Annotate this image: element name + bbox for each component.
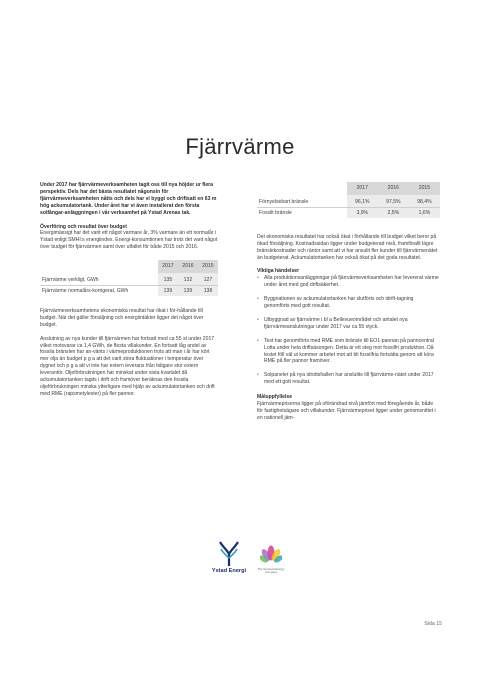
row-label: Fossilt bränsle bbox=[259, 209, 292, 216]
table-corner bbox=[257, 182, 347, 195]
cell-value: 3,9% bbox=[347, 208, 378, 218]
left-column bbox=[40, 182, 218, 405]
bullet-icon: • bbox=[257, 296, 259, 303]
bullet-icon: • bbox=[257, 275, 259, 282]
cell-value: 96,1% bbox=[347, 198, 378, 208]
energy-table bbox=[40, 260, 218, 296]
goals-paragraph: Fjärrvärmepriserna ligger på oförändrad nivå jämfört med föregående år, både för fastighetsägare och villakunder. Fjärrvärmepriset ligger under genomsnittet i en nationell jäm- bbox=[257, 401, 436, 421]
page-number: Sida 15 bbox=[424, 621, 442, 627]
table-corner bbox=[40, 260, 158, 273]
table-row bbox=[40, 276, 218, 286]
cell-value: 97,5% bbox=[378, 198, 409, 208]
intro-paragraph: Under 2017 har fjärrvärmeverksamheten tagit oss till nya höjder ur flera perspektiv. Dels har det bästa resultatet någonsin för fjärrvärmeverksamheten nåtts och dels har vi byggt och driftsatt en 63 m hög ackumulatortank. Under året har vi även installerat den första solfångar-anläggningen i vår verksamhet på Ystad Arenas tak. bbox=[40, 182, 217, 216]
list-item-text: Test har genomförts med RME som bränsle till EO1-pannan på panncentral Lotta under hela driftsäsongen. Detta är ett steg mot fossilfri produktion. Då testet föll väl ut kommer arbetet mot att bli fossilfria fortsätta genom att köra RME på fler pannor framöver. bbox=[264, 337, 434, 365]
bullet-icon: • bbox=[257, 337, 259, 344]
ystad-brand-text: Ystad Energi bbox=[211, 568, 247, 574]
lotus-tagline: The Greenest Energy Company bbox=[257, 567, 285, 574]
list-item bbox=[257, 296, 440, 310]
energy-paragraph: Energimässigt har det varit ett något varmare år, 3% varmare än ett normalår i Ystad enligt SMHI:s energiindex. Energi-konsumtionen har trots det varit något över budget för fjärrvärmen samt över utfallet för både 2015 och 2016. bbox=[40, 230, 218, 251]
cell-value: 132 bbox=[178, 276, 198, 286]
cell-value: 135 bbox=[158, 276, 178, 286]
cell-value: 139 bbox=[178, 286, 198, 296]
page-title: Fjärrvärme bbox=[185, 134, 295, 159]
fuel-table bbox=[257, 182, 440, 218]
table-row bbox=[257, 198, 440, 208]
list-item bbox=[257, 338, 440, 366]
events-list bbox=[257, 275, 440, 386]
cell-value: 98,4% bbox=[409, 198, 440, 208]
cell-value: 138 bbox=[198, 286, 218, 296]
cell-value: 127 bbox=[198, 276, 218, 286]
row-label: Fjärrvärme verkligt, GWh bbox=[40, 276, 158, 286]
section-heading-goals: Måluppfyllelse bbox=[257, 394, 293, 401]
bullet-icon: • bbox=[257, 316, 259, 323]
lotus-flower-logo bbox=[254, 541, 288, 577]
list-item-text: Utbyggnad av fjärrvärme i bl a Bellevueområdet och antalet nya fjärrvärmeanslutningar under 2017 var ca 55 styck. bbox=[264, 316, 408, 330]
right-column bbox=[257, 182, 440, 429]
lotus-flower-icon bbox=[260, 543, 282, 565]
footer-logos bbox=[210, 541, 290, 577]
table-header-year: 2016 bbox=[378, 182, 409, 195]
table-header-year: 2017 bbox=[347, 182, 378, 195]
list-item bbox=[257, 372, 440, 386]
list-item-text: Byggnationen av ackumulatortanken har slutförts och idrift-tagning genomförts med gott resultat. bbox=[264, 296, 414, 310]
table-header-year: 2016 bbox=[178, 260, 198, 273]
table-header-year: 2015 bbox=[409, 182, 440, 195]
list-item-text: Alla produktionsanläggningar på fjärrvärmeverksamheten har levererat värme under året med god driftsäkerhet. bbox=[264, 275, 439, 289]
row-label: Förnyelsebart bränsle bbox=[257, 198, 347, 208]
row-label: Fjärrvärme normalårs-korrigerat, GWh bbox=[42, 287, 129, 294]
table-header-year: 2017 bbox=[158, 260, 178, 273]
ystad-energi-icon bbox=[219, 541, 239, 567]
result-paragraph: Det ekonomiska resultatet har också ökat i förhållande till budget vilket beror på ökad försäljning. Kostnadssidan ligger under budgeterad nivå, framförallt lägre bränslekostnader och räntor samt att vi har ansulit fler kunder till fjärrvärmenätet än budgeterat. Ackumulatortanken har också ökat på det goda resultatet. bbox=[257, 233, 438, 261]
cell-value: 2,5% bbox=[378, 208, 409, 218]
table-header-year: 2015 bbox=[198, 260, 218, 273]
ystad-energi-logo bbox=[210, 541, 248, 577]
section-heading-events: Viktiga händelser bbox=[257, 268, 300, 275]
list-item bbox=[257, 317, 440, 331]
cell-value: 139 bbox=[158, 286, 178, 296]
table-row bbox=[40, 286, 218, 296]
cell-value: 1,6% bbox=[409, 208, 440, 218]
section-heading-budget: Överföring och resultat över budget bbox=[40, 223, 127, 230]
connections-paragraph: Anslutning av nya kunder till fjärrvärmen har fortsatt med ca 55 st under 2017 vilket motsvarar ca 1,4 GWh, de flesta villakunder. En fortsatt låg andel av fossila bränslen har an-vänts i värmeproduktionen trots att man i år har kört mer olja än budget p g a att det varit stora fluktuationer i temperatur över dygnet och p g a att vi inte har extern leverans från tidigare stor extern leverantör. Oljeförbrukningen har minskat under sista kvartalet då ackumulatortanken tagits i drift och framöver beräknas den fossila oljeförbrukningen minska ytterligare med hjälp av ackumulatortanken och drift med RME (rapsmetylester) på fler pannor. bbox=[40, 335, 215, 397]
list-item-text: Solpaneler på nya idrottshallen har anslutits till fjärrvärme-nätet under 2017 med ett gott resultat. bbox=[264, 372, 434, 386]
bullet-icon: • bbox=[257, 372, 259, 379]
economic-paragraph: Fjärrvärmeverksamhetens ekonomiska resultat har ökat i för-hållande till budget. När det gäller försäljning och energiintäkter ligger det något över budget. bbox=[40, 307, 204, 328]
list-item bbox=[257, 275, 440, 289]
table-row bbox=[257, 208, 440, 218]
